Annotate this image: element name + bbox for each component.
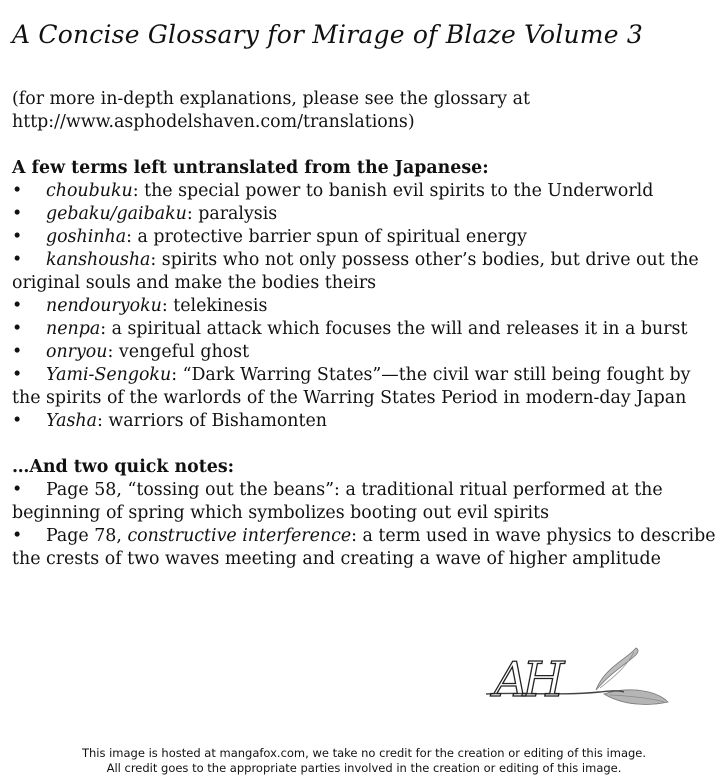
bullet: • xyxy=(12,181,23,201)
note-item xyxy=(12,479,722,525)
disclaimer-line: This image is hosted at mangafox.com, we take no credit for the creation or editing of this image. xyxy=(81,746,647,760)
bullet: • xyxy=(12,411,23,431)
term-name: choubuku xyxy=(46,181,133,201)
bullet: • xyxy=(12,227,23,247)
leaf-icon xyxy=(596,648,668,704)
term-definition: : vengeful ghost xyxy=(107,342,250,362)
bullet: • xyxy=(12,250,23,270)
logo-monogram: AH xyxy=(494,652,559,708)
term-name: onryou xyxy=(46,342,108,362)
note-prefix: Page 78, xyxy=(46,526,128,546)
bullet: • xyxy=(12,319,23,339)
term-definition: : warriors of Bishamonten xyxy=(97,411,327,431)
term-definition: : spirits who not only possess other’s bodies, but drive out the original souls and make the bodies theirs xyxy=(12,250,699,293)
notes-list xyxy=(12,479,722,571)
term-name: nendouryoku xyxy=(46,296,162,316)
glossary-body xyxy=(12,88,722,571)
bullet: • xyxy=(12,480,23,500)
terms-heading: A few terms left untranslated from the Japanese: xyxy=(12,158,489,178)
term-name: Yami-Sengoku xyxy=(46,365,172,385)
term-name: Yasha xyxy=(46,411,97,431)
bullet: • xyxy=(12,204,23,224)
term-item xyxy=(12,180,722,203)
disclaimer-line: All credit goes to the appropriate parties involved in the creation or editing of this image. xyxy=(106,761,622,775)
term-item xyxy=(12,341,722,364)
scanlator-logo xyxy=(478,646,678,716)
term-name: nenpa xyxy=(46,319,101,339)
term-item xyxy=(12,203,722,226)
term-definition: : “Dark Warring States”—the civil war still being fought by the spirits of the warlords of the Warring States Period in modern-day Japan xyxy=(12,365,691,408)
intro-url: http://www.asphodelshaven.com/translations) xyxy=(12,112,415,132)
term-item xyxy=(12,226,722,249)
term-item xyxy=(12,295,722,318)
intro-line: (for more in-depth explanations, please see the glossary at xyxy=(12,89,531,109)
term-item xyxy=(12,318,722,341)
term-item xyxy=(12,410,722,433)
term-item xyxy=(12,364,722,410)
note-text: “tossing out the beans”: a traditional ritual performed at the beginning of spring which symbolizes booting out evil spirits xyxy=(12,480,663,523)
terms-list xyxy=(12,180,722,433)
term-definition: : telekinesis xyxy=(161,296,268,316)
term-definition: : the special power to banish evil spirits to the Underworld xyxy=(132,181,654,201)
page-title: A Concise Glossary for Mirage of Blaze Volume 3 xyxy=(12,20,643,49)
bullet: • xyxy=(12,526,23,546)
term-definition: : a protective barrier spun of spiritual energy xyxy=(126,227,527,247)
note-item xyxy=(12,525,722,571)
term-name: goshinha xyxy=(46,227,127,247)
bullet: • xyxy=(12,342,23,362)
term-item xyxy=(12,249,722,295)
term-definition: : a spiritual attack which focuses the will and releases it in a burst xyxy=(100,319,688,339)
term-name: kanshousha xyxy=(46,250,151,270)
hosting-disclaimer xyxy=(0,746,728,776)
note-term: constructive interference xyxy=(127,526,352,546)
note-text: : a term used in wave physics to describe the crests of two waves meeting and creating a wave of higher amplitude xyxy=(12,526,716,569)
notes-heading: …And two quick notes: xyxy=(12,457,235,477)
bullet: • xyxy=(12,296,23,316)
note-prefix: Page 58, xyxy=(46,480,128,500)
term-definition: : paralysis xyxy=(186,204,278,224)
bullet: • xyxy=(12,365,23,385)
term-name: gebaku/gaibaku xyxy=(46,204,187,224)
